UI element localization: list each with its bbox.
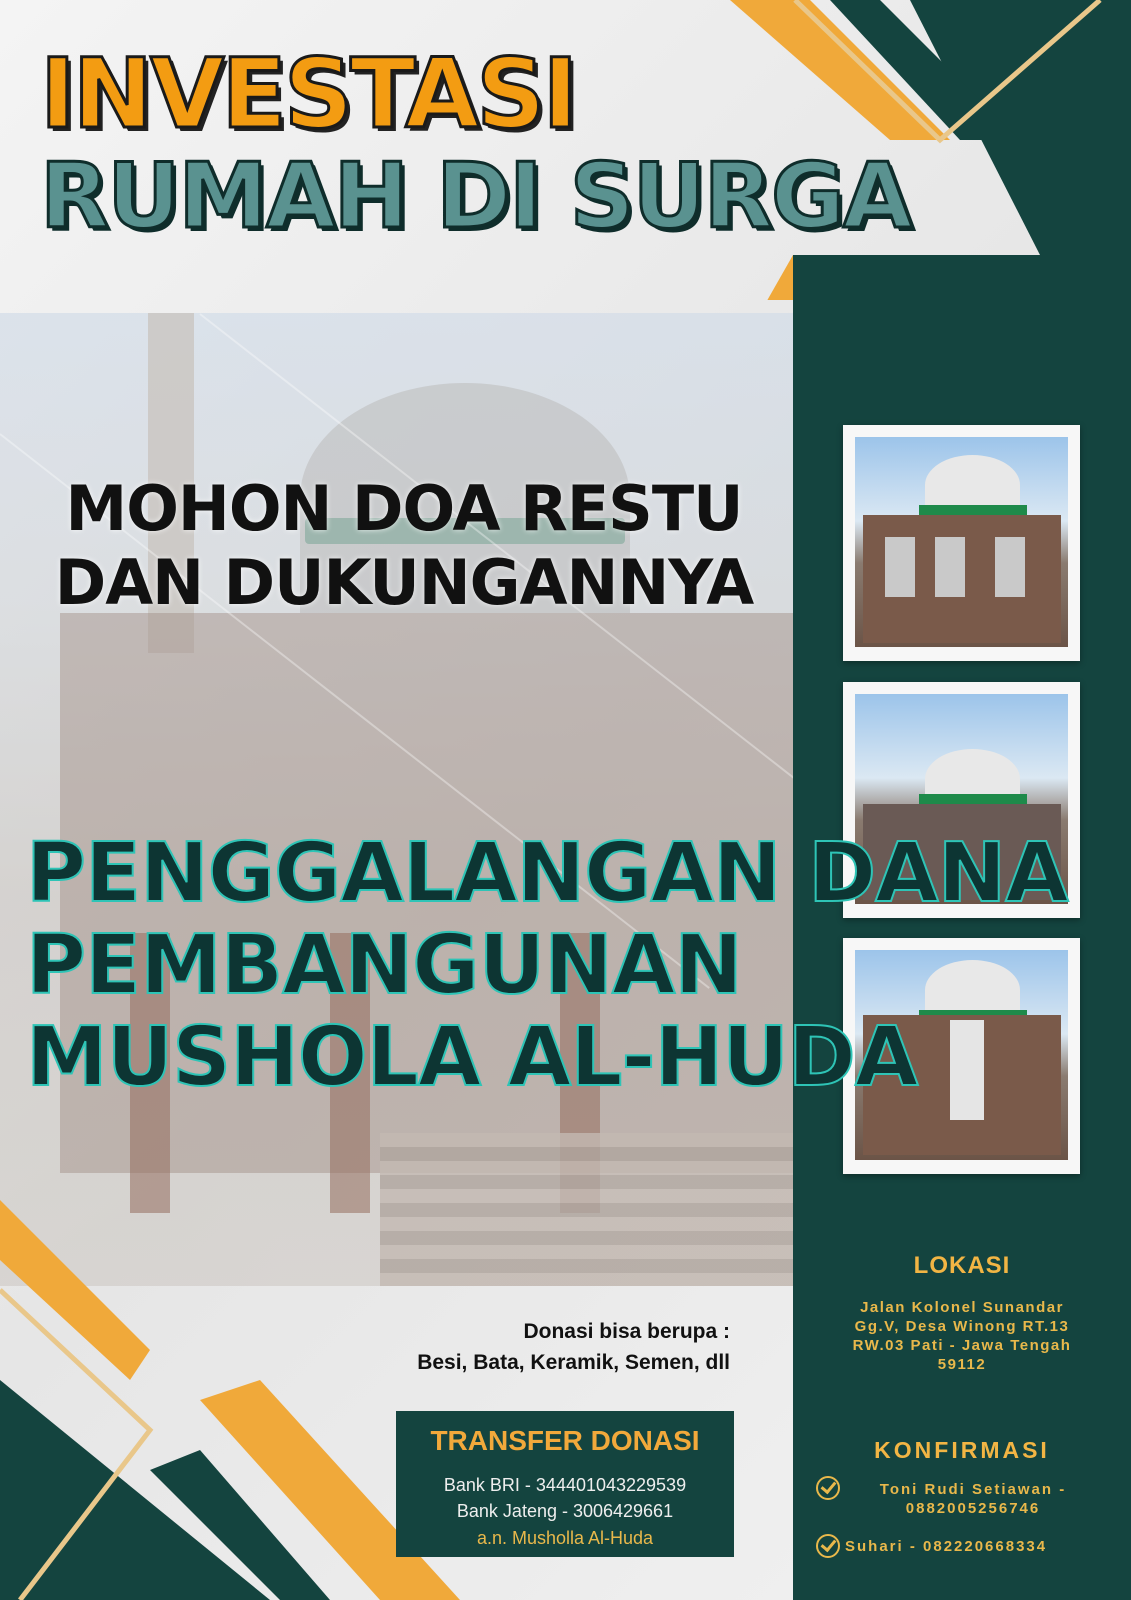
headline-line-1: PENGGALANGAN DANA bbox=[26, 826, 1068, 921]
lokasi-address bbox=[815, 1298, 1109, 1374]
address-line-2: Gg.V, Desa Winong RT.13 bbox=[854, 1318, 1070, 1335]
subtitle-line-1: MOHON DOA RESTU bbox=[65, 472, 743, 545]
subtitle-block bbox=[24, 472, 784, 620]
title-investasi: INVESTASI bbox=[40, 38, 576, 150]
transfer-heading: TRANSFER DONASI bbox=[430, 1425, 700, 1456]
address-line-1: Jalan Kolonel Sunandar bbox=[860, 1299, 1064, 1316]
check-circle-icon bbox=[816, 1534, 840, 1558]
title-rumah-di-surga: RUMAH DI SURGA bbox=[40, 144, 911, 249]
address-line-4: 59112 bbox=[937, 1356, 987, 1373]
subtitle-line-2: DAN DUKUNGANNYA bbox=[54, 546, 754, 619]
contact-1-name: Toni Rudi Setiawan - bbox=[879, 1481, 1067, 1498]
donasi-line-2: Besi, Bata, Keramik, Semen, dll bbox=[417, 1351, 730, 1374]
check-circle-icon bbox=[816, 1476, 840, 1500]
lokasi-heading: LOKASI bbox=[913, 1252, 1011, 1279]
contact-1-phone: 0882005256746 bbox=[905, 1500, 1041, 1517]
headline-line-3: MUSHOLA AL-HUDA bbox=[26, 1010, 918, 1105]
headline-line-2: PEMBANGUNAN bbox=[26, 918, 742, 1013]
mosque-background-photo bbox=[0, 313, 793, 1286]
donasi-info bbox=[280, 1316, 730, 1378]
contact-2: Suhari - 082220668334 bbox=[845, 1538, 1048, 1555]
bank-bri: Bank BRI - 344401043229539 bbox=[443, 1475, 687, 1495]
bank-jateng: Bank Jateng - 3006429661 bbox=[456, 1501, 674, 1521]
address-line-3: RW.03 Pati - Jawa Tengah bbox=[852, 1337, 1072, 1354]
account-name: a.n. Musholla Al-Huda bbox=[476, 1528, 654, 1548]
contact-1 bbox=[848, 1480, 1098, 1518]
donasi-line-1: Donasi bisa berupa : bbox=[523, 1320, 730, 1343]
mosque-thumbnail-1 bbox=[843, 425, 1080, 661]
transfer-box bbox=[396, 1411, 734, 1557]
konfirmasi-heading: KONFIRMASI bbox=[874, 1437, 1050, 1463]
headline-block bbox=[26, 828, 1068, 1104]
